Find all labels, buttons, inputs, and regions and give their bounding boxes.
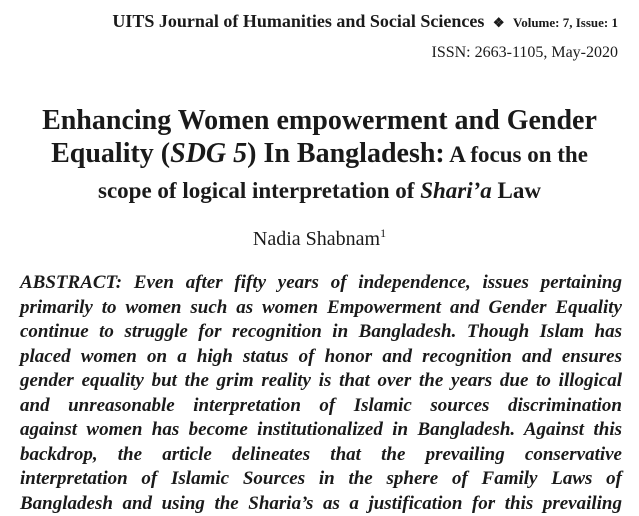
article-title [0, 104, 639, 207]
abstract-line: ABSTRACT: Even after fifty years of independence, issues pertaining [20, 271, 622, 296]
abstract-line: and unreasonable interpretation of Islamic sources discrimination [20, 394, 622, 419]
title-line-3 [0, 174, 639, 207]
author-name: Nadia Shabnam [253, 228, 380, 250]
abstract-paragraph [20, 271, 622, 516]
title-sharia: Shari’a [420, 178, 492, 203]
abstract-line: gender equality but the grim reality is that over the years due to illogical [20, 369, 622, 394]
author-line [0, 226, 639, 251]
title-line-1: Enhancing Women empowerment and Gender [0, 104, 639, 137]
separator-glyph: ❖ [493, 15, 505, 30]
abstract-line: interpretation of Islamic Sources in the sphere of Family Laws of [20, 467, 622, 492]
abstract-line: continue to struggle for recognition in Bangladesh. Though Islam has [20, 320, 622, 345]
title-line-2 [0, 137, 639, 174]
title-segment: Equality ( [51, 138, 170, 169]
abstract-line: backdrop, the article delineates that the prevailing conservative [20, 443, 622, 468]
title-subtitle-segment: Law [492, 178, 541, 203]
title-subtitle-segment: scope of logical interpretation of [98, 178, 420, 203]
volume-issue: Volume: 7, Issue: 1 [513, 15, 618, 30]
issn-date: ISSN: 2663-1105, May-2020 [431, 44, 618, 62]
abstract-line: against women has become institutionalized in Bangladesh. Against this [20, 418, 622, 443]
journal-header [112, 11, 618, 32]
journal-name: UITS Journal of Humanities and Social Sciences [112, 11, 484, 31]
title-segment: ) In Bangladesh: [247, 138, 445, 169]
title-subtitle-segment: A focus on the [445, 142, 588, 167]
abstract-line: placed women on a high status of honor and recognition and ensures [20, 345, 622, 370]
abstract-line: Bangladesh and using the Sharia’s as a justification for this prevailing [20, 492, 622, 516]
author-footnote-mark: 1 [380, 226, 386, 240]
abstract-line: primarily to women such as women Empowerment and Gender Equality [20, 296, 622, 321]
title-sdg: SDG 5 [170, 138, 247, 169]
